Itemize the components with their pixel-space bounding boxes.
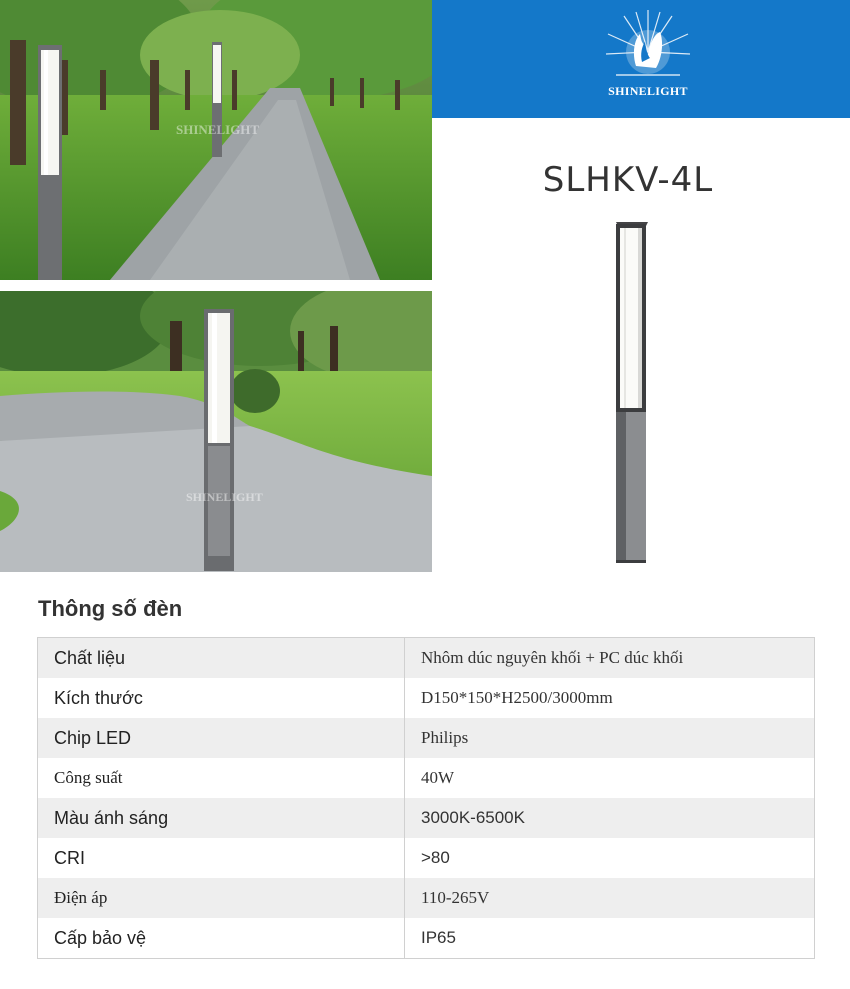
spec-label: Kích thước xyxy=(38,678,405,718)
garden-path-photo xyxy=(0,291,432,572)
spec-value: IP65 xyxy=(421,928,456,947)
spec-label: Cấp bảo vệ xyxy=(38,918,405,958)
watermark-text: SHINELIGHT xyxy=(186,490,263,504)
spec-value: Philips xyxy=(421,728,469,747)
spec-label: Điện áp xyxy=(38,878,405,918)
table-row xyxy=(38,718,814,758)
table-row xyxy=(38,918,814,958)
park-pathway-photo xyxy=(0,0,432,280)
table-row xyxy=(38,798,814,838)
spec-value: 3000K-6500K xyxy=(421,808,525,827)
table-row xyxy=(38,758,814,798)
spec-label: Chất liệu xyxy=(38,638,405,678)
spec-value: 40W xyxy=(421,768,455,787)
spec-value: D150*150*H2500/3000mm xyxy=(421,688,613,707)
spec-label: Công suất xyxy=(38,758,405,798)
table-row xyxy=(38,638,814,678)
spec-value: >80 xyxy=(421,848,450,867)
model-title: SLHKV-4L xyxy=(542,160,714,200)
table-row xyxy=(38,678,814,718)
spec-label: CRI xyxy=(38,838,405,878)
bollard-light-product-image xyxy=(608,218,656,570)
watermark-text: SHINELIGHT xyxy=(176,122,260,137)
table-row xyxy=(38,878,814,918)
spec-value: 110-265V xyxy=(421,888,490,907)
spec-value: Nhôm dúc nguyên khối + PC dúc khối xyxy=(421,648,684,667)
table-row xyxy=(38,838,814,878)
brand-name: SHINELIGHT xyxy=(608,84,688,98)
spec-heading: Thông số đèn xyxy=(38,596,183,621)
spec-label: Chip LED xyxy=(38,718,405,758)
spec-label: Màu ánh sáng xyxy=(38,798,405,838)
spec-table xyxy=(37,637,815,959)
